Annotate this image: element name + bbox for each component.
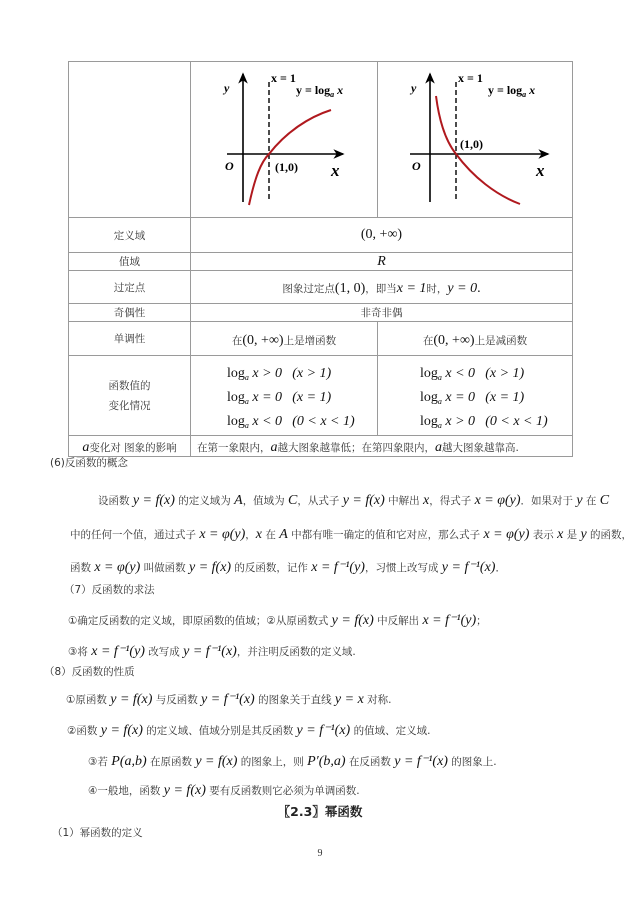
log-curve — [249, 110, 331, 205]
text-run: ； — [476, 615, 487, 627]
math-expression: x = φ(y) — [94, 560, 141, 575]
empty-header-cell — [69, 62, 191, 218]
value-line: $\log_a x < 0$ (x > 1) — [420, 365, 525, 382]
text-run: ①确定反函数的定义域，即原函数的值域；②从原函数式 — [68, 615, 332, 627]
section-7-title: （7）反函数的求法 — [64, 584, 155, 596]
text-run: 的图象上，则 — [237, 756, 308, 768]
math-expression: y = f(x) — [342, 493, 385, 508]
row-range — [69, 253, 573, 271]
math: a — [82, 440, 90, 455]
value-monotonic-increasing — [191, 322, 378, 356]
text-run: 叫做函数 — [140, 562, 189, 574]
section-8-para-2 — [67, 719, 430, 739]
value-range: R — [191, 253, 573, 271]
math-expression: y = f⁻¹(x) — [183, 644, 237, 659]
text-run: 在 — [582, 495, 600, 507]
section-6-title: (6)反函数的概念 — [50, 457, 128, 469]
function-label: $y = \log_a x$ — [488, 83, 536, 99]
graph-cell-increasing — [191, 62, 378, 218]
label-values — [69, 356, 191, 436]
math-expression: y = f(x) — [188, 560, 232, 575]
math-expression: x = f⁻¹(y) — [311, 560, 365, 575]
math-expression: y — [576, 493, 583, 508]
text-run: ，并注明反函数的定义域. — [236, 646, 356, 658]
text-run: 的定义域为 — [174, 495, 235, 507]
math-expression: y = x — [334, 692, 364, 707]
math-expression: P(a,b) — [111, 754, 147, 769]
value-line: $\log_a x = 0$ (x = 1) — [227, 389, 332, 406]
increasing-log-graph — [191, 62, 377, 213]
text-run: 在 — [262, 529, 280, 541]
text-run: 与反函数 — [152, 694, 202, 706]
values-increasing — [191, 356, 378, 436]
math-expression: A — [279, 527, 288, 542]
text-run: ，从式子 — [297, 495, 343, 507]
math-expression: x = f⁻¹(y) — [422, 613, 477, 628]
text: 上是增函数 — [283, 334, 337, 347]
row-a-effect — [69, 436, 573, 457]
section-8-para-3 — [88, 750, 497, 770]
label-range: 值域 — [69, 253, 191, 271]
math-expression: x — [557, 527, 564, 542]
math-expression: y = f⁻¹(x) — [441, 560, 496, 575]
text-run: ②函数 — [67, 725, 101, 737]
row-fixed-point — [69, 271, 573, 304]
value-a-effect — [191, 436, 573, 457]
asymptote-label: x = 1 — [458, 71, 483, 85]
row-parity — [69, 304, 573, 322]
value-fixed-point — [191, 271, 573, 304]
text: 时， — [426, 283, 448, 295]
text-run: ，得式子 — [429, 495, 475, 507]
math-expression: y = f(x) — [132, 493, 175, 508]
math-expression: C — [599, 493, 610, 508]
section-8-para-4 — [88, 779, 360, 799]
text-run: ④一般地，函数 — [88, 785, 164, 797]
section-8-title: （8）反函数的性质 — [44, 666, 135, 678]
text: 越大图象越靠低；在第四象限内， — [277, 442, 435, 454]
section-8-para-1 — [66, 688, 391, 708]
y-axis-label: y — [411, 81, 417, 95]
math-expression: y — [580, 527, 587, 542]
label-line: 函数值的 — [108, 379, 151, 392]
text-run: 表示 — [529, 529, 558, 541]
math-expression: x = φ(y) — [199, 527, 246, 542]
text-run: ． — [495, 562, 506, 574]
text-run: 的图象上. — [447, 756, 497, 768]
text-run: 的定义域、值域分别是其反函数 — [142, 725, 297, 737]
math: (0, +∞) — [242, 332, 284, 348]
section-6-para-1 — [98, 489, 609, 509]
section-6-para-3 — [70, 556, 506, 576]
section-6-para-2 — [70, 523, 632, 543]
math-expression: y = f⁻¹(x) — [394, 754, 448, 769]
label-fixed-point: 过定点 — [69, 271, 191, 304]
math-expression: y = f(x) — [331, 613, 374, 628]
math-expression: x — [255, 527, 263, 542]
math-expression: C — [288, 493, 298, 508]
math: y = 0 — [447, 281, 478, 296]
function-label: $y = \log_a x$ — [296, 83, 344, 99]
math: a — [270, 440, 278, 455]
text-run: 的图象关于直线 — [254, 694, 335, 706]
text-run: ．如果对于 — [520, 495, 577, 507]
math: . — [477, 281, 481, 296]
section-7-para-2 — [68, 640, 356, 660]
text-run: ，值域为 — [242, 495, 289, 507]
section-heading: 〖2.3〗幂函数 — [277, 804, 363, 819]
math-expression: y = f⁻¹(x) — [201, 692, 255, 707]
value-line: $\log_a x > 0$ (x > 1) — [227, 365, 332, 382]
label-a-effect — [69, 436, 191, 457]
text-run: 的函数， — [586, 529, 633, 541]
label-line: 变化情况 — [108, 399, 151, 412]
decreasing-log-graph — [378, 62, 572, 213]
graph-cell-decreasing — [378, 62, 573, 218]
x-axis-label: x — [536, 161, 545, 180]
log-properties-table — [68, 61, 573, 457]
value-line: $\log_a x = 0$ (x = 1) — [420, 389, 525, 406]
text-run: 改写成 — [144, 646, 184, 658]
text: 在 — [422, 334, 434, 347]
text-run: 是 — [563, 529, 581, 541]
text-run: 中都有唯一确定的值和它对应，那么式子 — [287, 529, 484, 541]
subsection-1-title: （1）幂函数的定义 — [52, 827, 143, 839]
math: (0, +∞) — [433, 332, 475, 348]
origin-label: O — [412, 159, 421, 173]
label-domain: 定义域 — [69, 218, 191, 253]
value-monotonic-decreasing — [378, 322, 573, 356]
math-expression: x — [423, 493, 430, 508]
values-decreasing — [378, 356, 573, 436]
math-expression: y = f(x) — [195, 754, 238, 769]
math: x = 1 — [396, 281, 427, 296]
math: a — [435, 440, 442, 455]
text-run: 中反解出 — [373, 615, 423, 627]
text: 越大图象越靠高. — [442, 442, 519, 454]
text-run: 在反函数 — [345, 756, 395, 768]
text-run: ①原函数 — [66, 694, 111, 706]
math-expression: A — [234, 493, 243, 508]
text-run: 设函数 — [98, 495, 133, 507]
text: 图象过定点 — [282, 283, 335, 295]
y-axis-label: y — [224, 81, 230, 95]
value-line: $\log_a x > 0$ (0 < x < 1) — [420, 413, 548, 430]
text: 在 — [231, 334, 243, 347]
row-values — [69, 356, 573, 436]
x-axis-label: x — [331, 161, 340, 180]
text-run: 要有反函数则它必须为单调函数. — [205, 785, 360, 797]
row-monotonic — [69, 322, 573, 356]
label-parity: 奇偶性 — [69, 304, 191, 322]
math-expression: x = f⁻¹(y) — [91, 644, 145, 659]
text: 变化对 图象的影响 — [89, 442, 177, 454]
page-number: 9 — [317, 848, 323, 859]
value-parity: 非奇非偶 — [191, 304, 573, 322]
math-expression: y = f(x) — [110, 692, 153, 707]
text-run: 对称. — [363, 694, 392, 706]
text-run: 函数 — [70, 562, 95, 574]
text: 上是减函数 — [474, 334, 528, 347]
asymptote-label: x = 1 — [271, 71, 296, 85]
text-run: 的反函数，记作 — [231, 562, 312, 574]
point-label: (1,0) — [460, 137, 483, 151]
text-run: ，习惯上改写成 — [364, 562, 442, 574]
math-expression: x = φ(y) — [474, 493, 521, 508]
math-expression: x = φ(y) — [483, 527, 530, 542]
text-run: ③若 — [88, 756, 112, 768]
math: (1, 0) — [334, 281, 366, 296]
origin-label: O — [225, 159, 234, 173]
text-run: 的值域、定义域. — [350, 725, 431, 737]
text-run: 在原函数 — [146, 756, 196, 768]
text-run: ， — [245, 529, 256, 541]
label-monotonic: 单调性 — [69, 322, 191, 356]
text: ，即当 — [365, 283, 397, 295]
math-expression: y = f(x) — [163, 783, 206, 798]
value-line: $\log_a x < 0$ (0 < x < 1) — [227, 413, 355, 430]
math-expression: y = f(x) — [100, 723, 143, 738]
math-expression: y = f⁻¹(x) — [296, 723, 351, 738]
point-label: (1,0) — [275, 160, 298, 174]
text-run: 中解出 — [384, 495, 423, 507]
text-run: ③将 — [68, 646, 92, 658]
text-run: 中的任何一个值，通过式子 — [70, 529, 200, 541]
section-7-para-1 — [68, 609, 487, 629]
row-domain — [69, 218, 573, 253]
graph-row — [69, 62, 573, 218]
value-domain: (0, +∞) — [191, 218, 573, 253]
text: 在第一象限内， — [197, 442, 271, 454]
math-expression: P′(b,a) — [307, 754, 346, 769]
